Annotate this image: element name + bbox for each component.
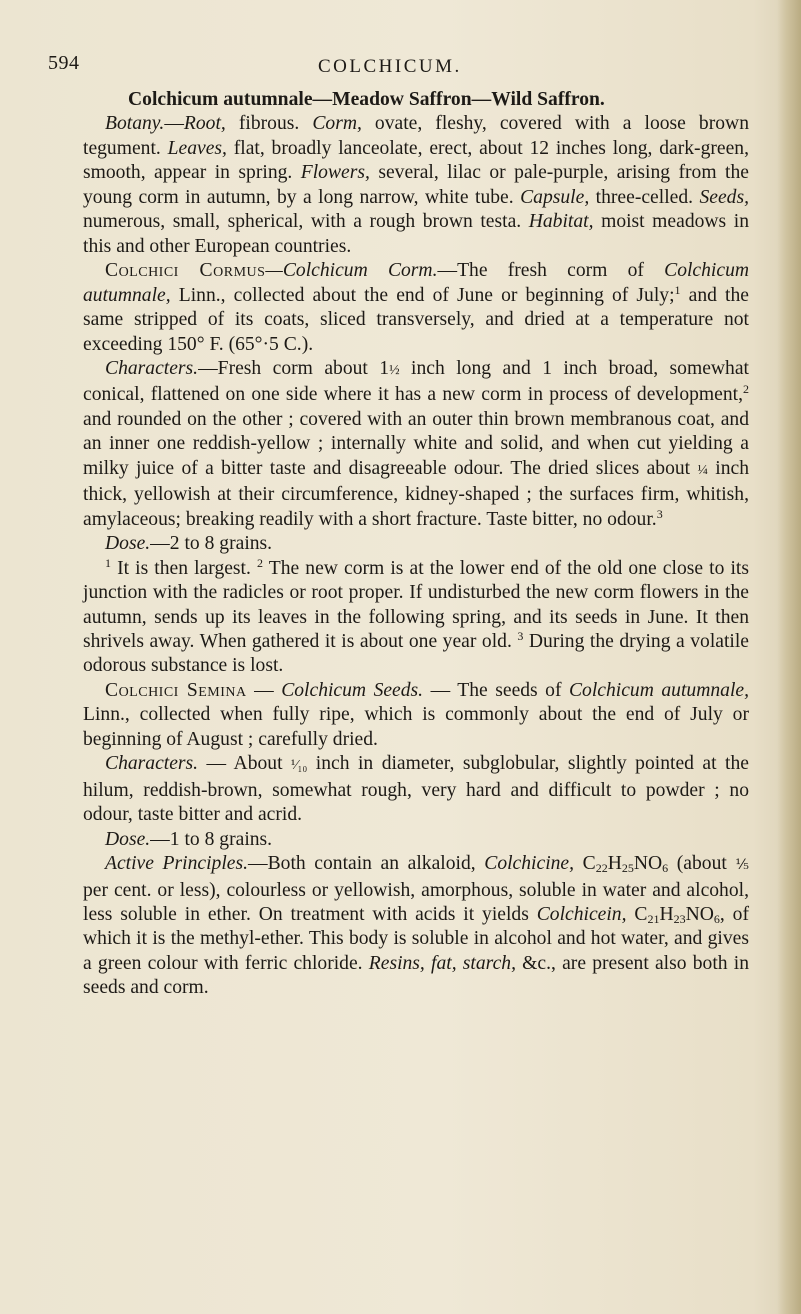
corm-dose-label: Dose. (105, 533, 151, 555)
seeds-label: Seeds, (699, 186, 749, 208)
footnote-mark-3: 3 (517, 628, 524, 643)
cormus-paragraph: Colchici Cormus—Colchicum Corm.—The fresh corm of Colchicum autumnale, Linn., collected about the end of June or beginning of July;$^1$ and the same stripped of its coats, sliced transversely, and dried at a temperature not exceeding 150° F. (65°·5 C.). (83, 260, 750, 355)
footnote-mark-1: 1 (105, 555, 111, 570)
article-body (83, 88, 749, 1001)
footnotes-paragraph: $^1$ It is then largest. $^2$ The new corm is at the lower end of the old one close to its junction with the radicles or root proper. If undisturbed the new corm flowers in the autumn, sends up its leaves in the following spring, and its seeds in June. It then shrivels away. When gathered it is about one year old. $^3$ During the drying a volatile odorous substance is lost. (83, 555, 749, 677)
semina-species: Colchicum autumnale, (568, 679, 749, 701)
running-head: COLCHICUM. (318, 56, 462, 77)
corm-dose-paragraph: Dose.—2 to 8 grains. (105, 533, 273, 555)
habitat-label: Habitat, (528, 211, 594, 233)
common-names: —Meadow Saffron—Wild Saffron. (312, 89, 605, 110)
semina-subtitle: Colchicum Seeds. (281, 679, 424, 701)
resins-fat-starch: Resins, fat, starch, (368, 952, 516, 974)
fraction-one-fifth: ⅕ (735, 858, 749, 874)
footnote-ref-2: 2 (743, 382, 749, 397)
page-edge-shadow (777, 0, 801, 1314)
footnote-ref-1: 1 (674, 282, 681, 297)
article-title: Colchicum autumnale (128, 89, 313, 110)
cormus-subtitle: —Colchicum Corm. (265, 260, 438, 282)
semina-title: Colchici Semina (105, 679, 247, 701)
fraction-one-half: ½ (389, 362, 400, 378)
flowers-label: Flowers, (300, 162, 370, 184)
semina-paragraph: Colchici Semina — Colchicum Seeds. — The seeds of Colchicum autumnale, Linn., collected when fully ripe, which is commonly about the end of July or beginning of August ; carefully dried. (83, 679, 749, 750)
page-header (48, 52, 748, 82)
seed-characters-label: Characters. (105, 753, 199, 775)
active-principles-paragraph: Active Principles.—Both contain an alkaloid, Colchicine, $C_{22}H_{25}NO_6$ (about ⅕ per cent. or less), colourless or yellowish, amorphous, soluble in water and alcohol, less soluble in ether. On treatment with acids it yields Colchicein, $C_{21}H_{23}NO_6$, of which it is the methyl-ether. This body is soluble in alcohol and hot water, and gives a green colour with ferric chloride. Resins, fat, starch, &c., are present also both in seeds and corm. (83, 853, 750, 999)
corm-label: Corm, (312, 113, 362, 135)
footnote-mark-2: 2 (257, 555, 263, 570)
cormus-species: Colchicum autumnale, (83, 260, 750, 306)
root-label: Root, (183, 113, 226, 135)
footnote-ref-3: 3 (656, 506, 663, 521)
heading-paragraph (83, 88, 749, 112)
capsule-label: Capsule, (520, 186, 590, 208)
cormus-title: Colchici Cormus (105, 260, 266, 282)
page-number: 594 (48, 52, 80, 74)
colchicine-name: Colchicine, (484, 853, 575, 875)
seed-characters-paragraph: Characters. — About ¹⁄₁₀ inch in diameter, subglobular, slightly pointed at the hilum, reddish-brown, somewhat rough, very hard and difficult to powder ; no odour, taste bitter and acrid. (83, 753, 749, 826)
botany-label: Botany. (105, 113, 165, 135)
fraction-one-quarter: ¼ (697, 462, 708, 478)
corm-characters-paragraph: Characters.—Fresh corm about 1½ inch long and 1 inch broad, somewhat conical, flattened on one side where it has a new corm in process of development,$^2$ and rounded on the other ; covered with an outer thin brown membranous coat, and an inner one reddish-yellow ; internally white and solid, and when cut yielding a milky juice of a bitter taste and disagreeable odour. The dried slices about ¼ inch thick, yellowish at their circumference, kidney-shaped ; the surfaces firm, whitish, amylaceous; breaking readily with a short fracture. Taste bitter, no odour.$^3$ (83, 357, 749, 530)
corm-characters-label: Characters. (105, 357, 199, 379)
fraction-one-tenth: ¹⁄₁₀ (291, 758, 308, 774)
botany-paragraph: Botany.—Root, fibrous. Corm, ovate, fleshy, covered with a loose brown tegument. Leaves, flat, broadly lanceolate, erect, about 12 inches long, dark-green, smooth, appear in spring. Flowers, several, lilac or pale-purple, arising from the young corm in autumn, by a long narrow, white tube. Capsule, three-celled. Seeds, numerous, small, spherical, with a rough brown testa. Habitat, moist meadows in this and other European countries. (83, 113, 749, 257)
leaves-label: Leaves, (167, 137, 227, 159)
seed-dose-label: Dose. (105, 828, 151, 850)
active-principles-label: Active Principles. (105, 853, 248, 875)
colchicein-name: Colchicein, (536, 903, 627, 925)
seed-dose-paragraph: Dose.—1 to 8 grains. (105, 828, 273, 850)
